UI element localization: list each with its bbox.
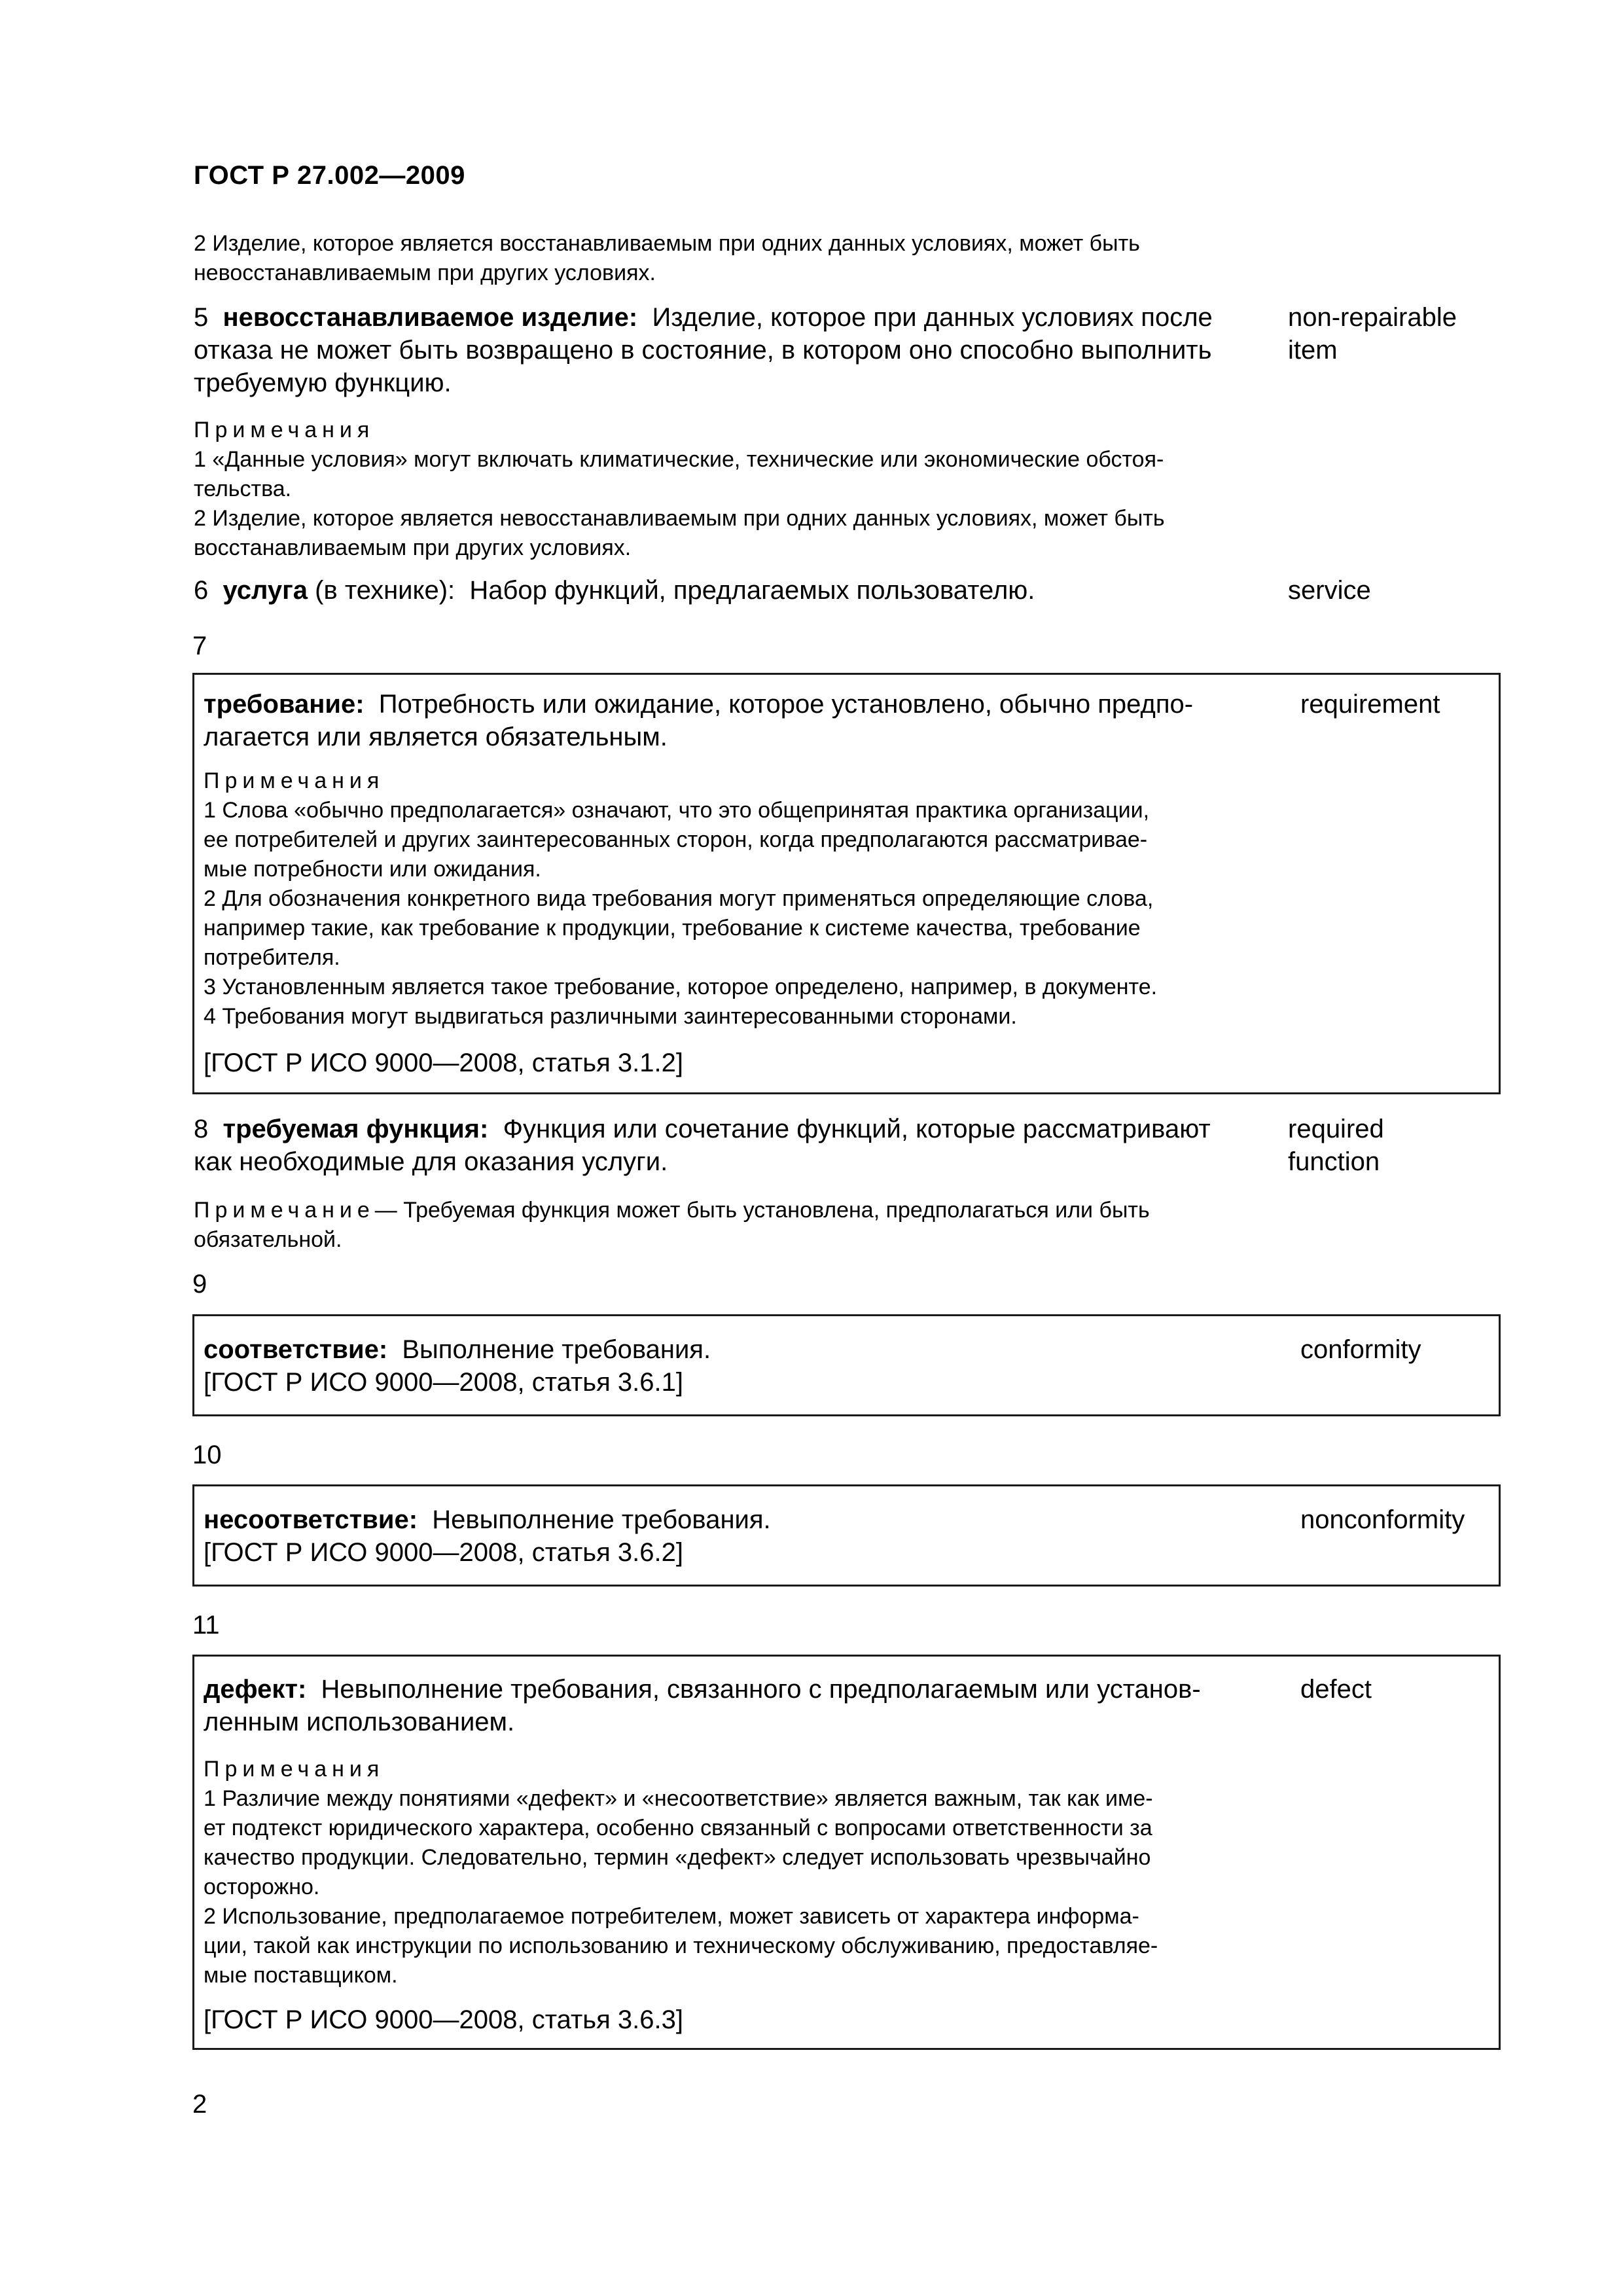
definition-text: Выполнение требования. <box>402 1335 711 1364</box>
term-7-reference: [ГОСТ Р ИСО 9000—2008, статья 3.1.2] <box>204 1049 683 1077</box>
definition-text: отказа не может быть возвращено в состояние, в котором оно способно выполнить <box>194 336 1212 365</box>
note-line: ет подтекст юридического характера, особенно связанный с вопросами ответственности за <box>204 1816 1152 1840</box>
term-number: 6 <box>194 576 209 605</box>
term-10-number: 10 <box>192 1441 222 1469</box>
term-name: требование: <box>204 690 365 719</box>
definition-text: Невыполнение требования, связанного с предполагаемым или установ- <box>321 1675 1201 1704</box>
note-line: 1 Различие между понятиями «дефект» и «несоответствие» является важным, так как име- <box>204 1786 1153 1811</box>
note-line: мые потребности или ожидания. <box>204 857 541 882</box>
term-10-definition <box>204 1503 1251 1569</box>
definition-text: Набор функций, предлагаемых пользователю. <box>469 576 1035 605</box>
term-11-definition <box>204 1673 1251 1738</box>
definition-text: Невыполнение требования. <box>432 1505 771 1534</box>
term-5-english <box>1288 301 1589 367</box>
term-11-reference: [ГОСТ Р ИСО 9000—2008, статья 3.6.3] <box>204 2005 683 2034</box>
reference: [ГОСТ Р ИСО 9000—2008, статья 3.6.1] <box>204 1368 683 1397</box>
term-8-definition <box>194 1113 1287 1178</box>
top-note <box>194 229 1287 288</box>
term-7-number: 7 <box>192 632 207 660</box>
term-name: услуга <box>223 576 308 605</box>
definition-text: Изделие, которое при данных условиях после <box>652 303 1213 332</box>
note-line: обязательной. <box>194 1227 342 1252</box>
term-9-definition <box>204 1333 1251 1399</box>
note-line: — Требуемая функция может быть установлена, предполагаться или быть <box>374 1198 1150 1223</box>
term-9-box <box>192 1314 1501 1416</box>
definition-text: Функция или сочетание функций, которые рассматривают <box>503 1115 1211 1143</box>
term-6-definition <box>194 574 1287 607</box>
term-qualifier: (в технике): <box>315 576 455 605</box>
term-name: соответствие: <box>204 1335 388 1364</box>
term-10-box <box>192 1484 1501 1587</box>
definition-text: лагается или является обязательным. <box>204 723 668 751</box>
note-line: 4 Требования могут выдвигаться различными заинтересованными сторонами. <box>204 1004 1017 1029</box>
note-line: тельства. <box>194 476 292 501</box>
note-line: ее потребителей и других заинтересованных сторон, когда предполагаются рассматривае- <box>204 827 1148 852</box>
note-heading: Примечание <box>194 1198 375 1223</box>
notes-heading: Примечания <box>194 418 375 442</box>
definition-text: ленным использованием. <box>204 1708 515 1736</box>
note-line: 2 Использование, предполагаемое потребителем, может зависеть от характера информа- <box>204 1904 1139 1929</box>
term-name: требуемая функция: <box>223 1115 489 1143</box>
note-line: 2 Изделие, которое является невосстанавливаемым при одних данных условиях, может быть <box>194 506 1165 531</box>
definition-text: Потребность или ожидание, которое установлено, обычно предпо- <box>378 690 1194 719</box>
note-line: осторожно. <box>204 1874 320 1899</box>
note-line: 3 Установленным является такое требование, которое определено, например, в документе. <box>204 975 1158 999</box>
note-line: 1 Слова «обычно предполагается» означают, что это общепринятая практика организации, <box>204 798 1150 823</box>
term-5-notes <box>194 416 1287 563</box>
term-9-english: conformity <box>1300 1335 1421 1364</box>
note-line: потребителя. <box>204 945 340 970</box>
term-7-english: requirement <box>1300 690 1440 719</box>
term-11-notes <box>204 1755 1251 1990</box>
definition-text: как необходимые для оказания услуги. <box>194 1147 668 1176</box>
term-name: несоответствие: <box>204 1505 418 1534</box>
term-number: 5 <box>194 303 209 332</box>
term-10-english: nonconformity <box>1300 1505 1465 1534</box>
note-line: 2 Изделие, которое является восстанавливаемым при одних данных условиях, может быть <box>194 231 1140 256</box>
english-term: required <box>1288 1115 1384 1143</box>
term-number: 8 <box>194 1115 209 1143</box>
english-term: item <box>1288 336 1338 365</box>
notes-heading: Примечания <box>204 1757 385 1782</box>
note-line: качество продукции. Следовательно, термин «дефект» следует использовать чрезвычайно <box>204 1845 1151 1870</box>
term-7-notes <box>204 766 1251 1031</box>
notes-heading: Примечания <box>204 768 385 793</box>
definition-text: требуемую функцию. <box>194 368 452 397</box>
note-line: например такие, как требование к продукции, требование к системе качества, требование <box>204 916 1141 941</box>
english-term: function <box>1288 1147 1380 1176</box>
term-5-definition <box>194 301 1287 399</box>
term-11-number: 11 <box>192 1611 220 1640</box>
reference: [ГОСТ Р ИСО 9000—2008, статья 3.6.2] <box>204 1538 683 1567</box>
term-9-number: 9 <box>192 1270 207 1299</box>
note-line: невосстанавливаемым при других условиях. <box>194 260 656 285</box>
document-header: ГОСТ Р 27.002—2009 <box>194 161 465 190</box>
note-line: 1 «Данные условия» могут включать климатические, технические или экономические обстоя- <box>194 447 1164 472</box>
english-term: non-repairable <box>1288 303 1457 332</box>
page-number: 2 <box>192 2090 207 2119</box>
term-7-box <box>192 673 1501 1094</box>
term-8-note <box>194 1196 1287 1255</box>
term-8-english <box>1288 1113 1589 1178</box>
term-11-box <box>192 1655 1501 2050</box>
note-line: 2 Для обозначения конкретного вида требования могут применяться определяющие слова, <box>204 886 1154 911</box>
term-name: дефект: <box>204 1675 307 1704</box>
note-line: мые поставщиком. <box>204 1963 398 1988</box>
term-11-english: defect <box>1300 1675 1372 1704</box>
term-7-definition <box>204 688 1251 753</box>
term-6-english: service <box>1288 576 1371 605</box>
note-line: ции, такой как инструкции по использованию и техническому обслуживанию, предоставляе- <box>204 1933 1158 1958</box>
term-name: невосстанавливаемое изделие: <box>223 303 638 332</box>
note-line: восстанавливаемым при других условиях. <box>194 535 632 560</box>
